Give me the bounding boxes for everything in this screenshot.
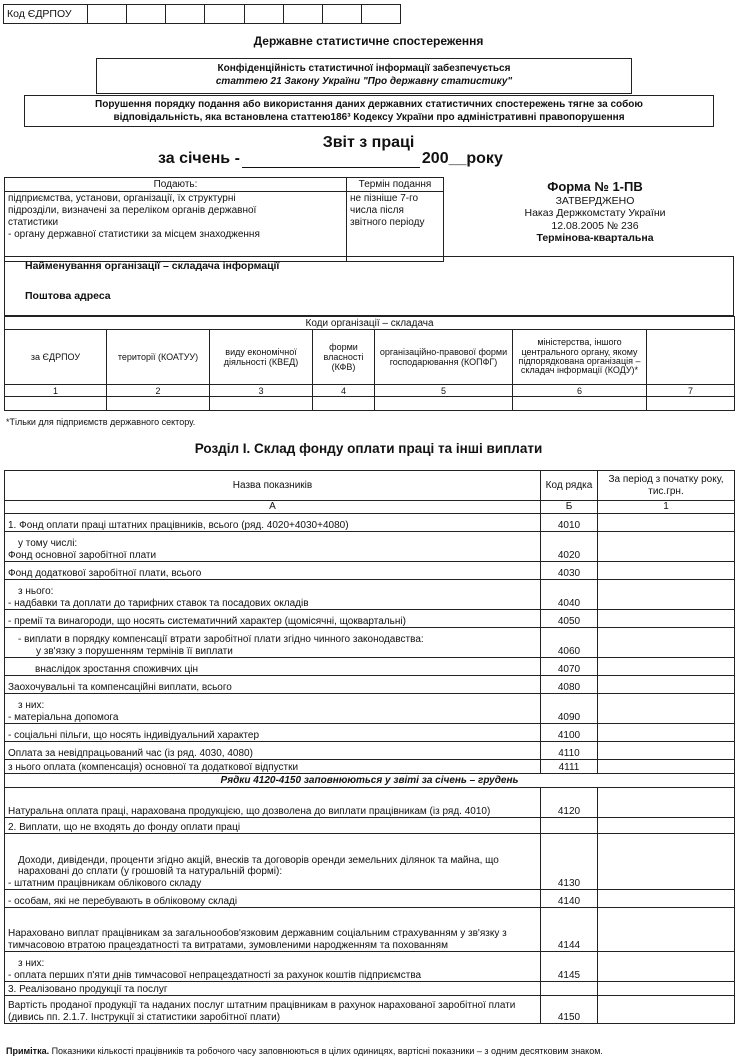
row-code: 4070: [541, 658, 598, 676]
edrpou-cell[interactable]: [362, 5, 400, 23]
table-row: [5, 908, 735, 952]
row-code: 4100: [541, 724, 598, 742]
code-col-kopfg: організаційно-правової форми господарювання (КОПФГ): [375, 330, 513, 385]
row-value-input[interactable]: [598, 676, 735, 694]
code-num: 2: [107, 385, 210, 397]
violation-line-2: відповідальність, яка встановлена статтею186³ Кодексу України про адміністративні правопорушення: [113, 111, 625, 123]
submit-when: [347, 192, 444, 262]
table-row: [5, 952, 735, 982]
code-col-kfv: форми власності (КФВ): [313, 330, 375, 385]
edrpou-cell[interactable]: [166, 5, 205, 23]
table-row: [5, 580, 735, 610]
observation-title: Державне статистичне спостереження: [253, 34, 484, 48]
code-input[interactable]: [513, 397, 647, 411]
submit-who: [5, 192, 347, 262]
row-code: 4050: [541, 610, 598, 628]
code-num: 3: [210, 385, 313, 397]
org-name-label: Найменування організації – складача інформації: [25, 260, 280, 272]
form-date: 12.08.2005 № 236: [551, 219, 639, 232]
org-block: [4, 256, 734, 316]
code-col-koatuu: території (КОАТУУ): [107, 330, 210, 385]
row-code: 4040: [541, 580, 598, 610]
sub-a: А: [5, 501, 541, 514]
row-value-input[interactable]: [598, 514, 735, 532]
col-value-header: За період з початку року, тис.грн.: [598, 471, 735, 501]
row-label: у тому числі: Фонд основної заробітної плати: [5, 532, 541, 562]
col-name-header: Назва показників: [5, 471, 541, 501]
submit-when-line: звітного періоду: [350, 217, 425, 228]
table-row: [5, 658, 735, 676]
confidentiality-box: [96, 58, 632, 94]
row-value-input[interactable]: [598, 628, 735, 658]
row-value-input[interactable]: [598, 532, 735, 562]
code-num: 1: [5, 385, 107, 397]
row-label: - виплати в порядку компенсації втрати заробітної плати згідно чинного законодавства: у зв'язку з порушенням термінів її виплати: [5, 628, 541, 658]
form-order: Наказ Держкомстату України: [524, 207, 666, 220]
row-value-input[interactable]: [598, 834, 735, 890]
row-section-note: Рядки 4120-4150 заповнюються у звіті за січень – грудень: [5, 774, 735, 788]
code-num: 5: [375, 385, 513, 397]
table-row: [5, 890, 735, 908]
row-code: [541, 818, 598, 834]
row-code: 4150: [541, 996, 598, 1024]
edrpou-cell[interactable]: [205, 5, 244, 23]
code-input[interactable]: [375, 397, 513, 411]
row-value-input[interactable]: [598, 908, 735, 952]
confidentiality-line-1: Конфіденційність статистичної інформації забезпечується: [217, 63, 511, 74]
submit-who-line: підприємства, установи, організації, їх структурні: [8, 193, 236, 204]
row-value-input[interactable]: [598, 890, 735, 908]
submit-who-line: - органу державної статистики за місцем знаходження: [8, 229, 260, 240]
row-label: з них: - оплата перших п'яти днів тимчасової непрацездатності за рахунок коштів підприємства: [5, 952, 541, 982]
row-label: 3. Реалізовано продукції та послуг: [5, 982, 541, 996]
row-code: 4020: [541, 532, 598, 562]
row-code: 4130: [541, 834, 598, 890]
period-suffix: 200__року: [421, 150, 503, 167]
table-row: [5, 982, 735, 996]
submit-who-line: статистики: [8, 217, 59, 228]
table-row: [5, 996, 735, 1024]
table-row: [5, 724, 735, 742]
col-code-header: Код рядка: [541, 471, 598, 501]
row-label: Фонд додаткової заробітної плати, всього: [5, 562, 541, 580]
code-input[interactable]: [313, 397, 375, 411]
submit-who-line: підрозділи, визначені за переліком органів державної: [8, 205, 257, 216]
row-label: Натуральна оплата праці, нарахована продукцією, що дозволена до виплати працівникам (із ряд. 4010): [5, 788, 541, 818]
row-label: Нараховано виплат працівникам за загальнообов'язковим державним соціальним страхуванням у зв'язку з тимчасовою втратою працездатності та витратами, зумовленими народженням та похованням: [5, 908, 541, 952]
row-code: 4111: [541, 760, 598, 774]
row-code: 4090: [541, 694, 598, 724]
confidentiality-line-2: статтею 21 Закону України "Про державну статистику": [215, 75, 513, 87]
row-value-input[interactable]: [598, 580, 735, 610]
note-label: Примітка.: [6, 1046, 50, 1056]
row-code: 4060: [541, 628, 598, 658]
report-title: Звіт з праці: [322, 134, 415, 151]
org-codes-table: [4, 316, 735, 411]
row-value-input[interactable]: [598, 562, 735, 580]
table-row: [5, 742, 735, 760]
row-label: з нього: - надбавки та доплати до тарифних ставок та посадових окладів: [5, 580, 541, 610]
table-row: [5, 694, 735, 724]
row-code: 4110: [541, 742, 598, 760]
form-block: [470, 179, 720, 245]
edrpou-box: [3, 4, 401, 24]
row-label: з нього оплата (компенсація) основної та додаткової відпустки: [5, 760, 541, 774]
edrpou-cell[interactable]: [127, 5, 166, 23]
row-value-input[interactable]: [598, 610, 735, 628]
row-code: 4140: [541, 890, 598, 908]
note: [6, 1046, 603, 1056]
row-label: внаслідок зростання споживчих цін: [5, 658, 541, 676]
period-month-field[interactable]: [242, 152, 420, 168]
table-row: [5, 760, 735, 774]
row-value-input[interactable]: [598, 724, 735, 742]
sub-1: 1: [598, 501, 735, 514]
edrpou-cell[interactable]: [245, 5, 284, 23]
row-label: - премії та винагороди, що носять систематичний характер (щомісячні, щоквартальні): [5, 610, 541, 628]
sub-b: Б: [541, 501, 598, 514]
code-input[interactable]: [107, 397, 210, 411]
row-value-input[interactable]: [598, 982, 735, 996]
code-col-kved: виду економічної діяльності (КВЕД): [210, 330, 313, 385]
section-title: Розділ І. Склад фонду оплати праці та інші виплати: [194, 441, 543, 456]
row-code: 4120: [541, 788, 598, 818]
row-code: 4010: [541, 514, 598, 532]
table-row: [5, 818, 735, 834]
edrpou-label: Код ЄДРПОУ: [4, 5, 88, 23]
org-address-label: Поштова адреса: [25, 290, 111, 302]
code-input[interactable]: [210, 397, 313, 411]
code-num: 7: [647, 385, 735, 397]
row-value-input[interactable]: [598, 694, 735, 724]
report-period: [158, 150, 503, 168]
row-label: Оплата за невідпрацьований час (із ряд. 4030, 4080): [5, 742, 541, 760]
submit-when-line: числа після: [350, 205, 404, 216]
form-approved: ЗАТВЕРДЖЕНО: [555, 194, 635, 207]
row-value-input[interactable]: [598, 658, 735, 676]
code-col-edrpou: за ЄДРПОУ: [5, 330, 107, 385]
row-value-input[interactable]: [598, 788, 735, 818]
code-col-7: [647, 330, 735, 385]
table-row: [5, 676, 735, 694]
edrpou-cell[interactable]: [88, 5, 127, 23]
row-value-input[interactable]: [598, 742, 735, 760]
violation-line-1: Порушення порядку подання або використання даних державних статистичних спостережень тягне за собою: [95, 99, 643, 110]
table-row: [5, 628, 735, 658]
code-num: 4: [313, 385, 375, 397]
code-col-kodu: міністерства, іншого центрального органу, якому підпорядкована організація – складач інформації (КОДУ)*: [513, 330, 647, 385]
row-value-input[interactable]: [598, 818, 735, 834]
row-label: - особам, які не перебувають в обліковому складі: [5, 890, 541, 908]
table-row: [5, 788, 735, 818]
edrpou-cell[interactable]: [284, 5, 323, 23]
violation-box: [24, 95, 714, 127]
code-input[interactable]: [5, 397, 107, 411]
row-value-input[interactable]: [598, 996, 735, 1024]
row-label: 1. Фонд оплати праці штатних працівників, всього (ряд. 4020+4030+4080): [5, 514, 541, 532]
row-label: з них: - матеріальна допомога: [5, 694, 541, 724]
form-number: Форма № 1-ПВ: [547, 179, 643, 194]
row-label: - соціальні пільги, що носять індивідуальний характер: [5, 724, 541, 742]
row-label: Вартість проданої продукції та наданих послуг штатним працівникам в рахунок нарахованої заробітної плати (дивись пп. 2.1.7. Інструкції зі статистики заробітної плати): [5, 996, 541, 1024]
row-label: Доходи, дивіденди, проценти згідно акцій, внесків та договорів оренди земельних ділянок та майна, що нараховані до сплати (у грошовій та натуральній формі): - штатним працівникам облікового складу: [5, 834, 541, 890]
table-row: [5, 834, 735, 890]
row-code: [541, 982, 598, 996]
submit-when-line: не пізніше 7-го: [350, 193, 419, 204]
submit-col1-header: Подають:: [5, 178, 347, 192]
row-code: 4080: [541, 676, 598, 694]
row-code: 4144: [541, 908, 598, 952]
code-num: 6: [513, 385, 647, 397]
table-row: [5, 774, 735, 788]
table-row: [5, 514, 735, 532]
row-value-input[interactable]: [598, 760, 735, 774]
edrpou-cell[interactable]: [323, 5, 362, 23]
submission-table: [4, 177, 444, 262]
submit-col2-header: Термін подання: [347, 178, 444, 192]
row-code: 4030: [541, 562, 598, 580]
table-row: [5, 562, 735, 580]
form-type: Термінова-квартальна: [536, 232, 654, 245]
table-row: [5, 610, 735, 628]
main-table: [4, 470, 735, 1024]
org-codes-header: Коди організації – складача: [5, 317, 735, 330]
row-code: 4145: [541, 952, 598, 982]
period-prefix: за січень -: [158, 150, 240, 167]
org-footnote: *Тільки для підприємств державного сектору.: [6, 417, 196, 427]
table-row: [5, 532, 735, 562]
row-label: Заохочувальні та компенсаційні виплати, всього: [5, 676, 541, 694]
note-text: Показники кількості працівників та робочого часу заповнюються в цілих одиницях, вартісні показники – з одним десятковим знаком.: [49, 1046, 603, 1056]
row-label: 2. Виплати, що не входять до фонду оплати праці: [5, 818, 541, 834]
row-value-input[interactable]: [598, 952, 735, 982]
code-input[interactable]: [647, 397, 735, 411]
